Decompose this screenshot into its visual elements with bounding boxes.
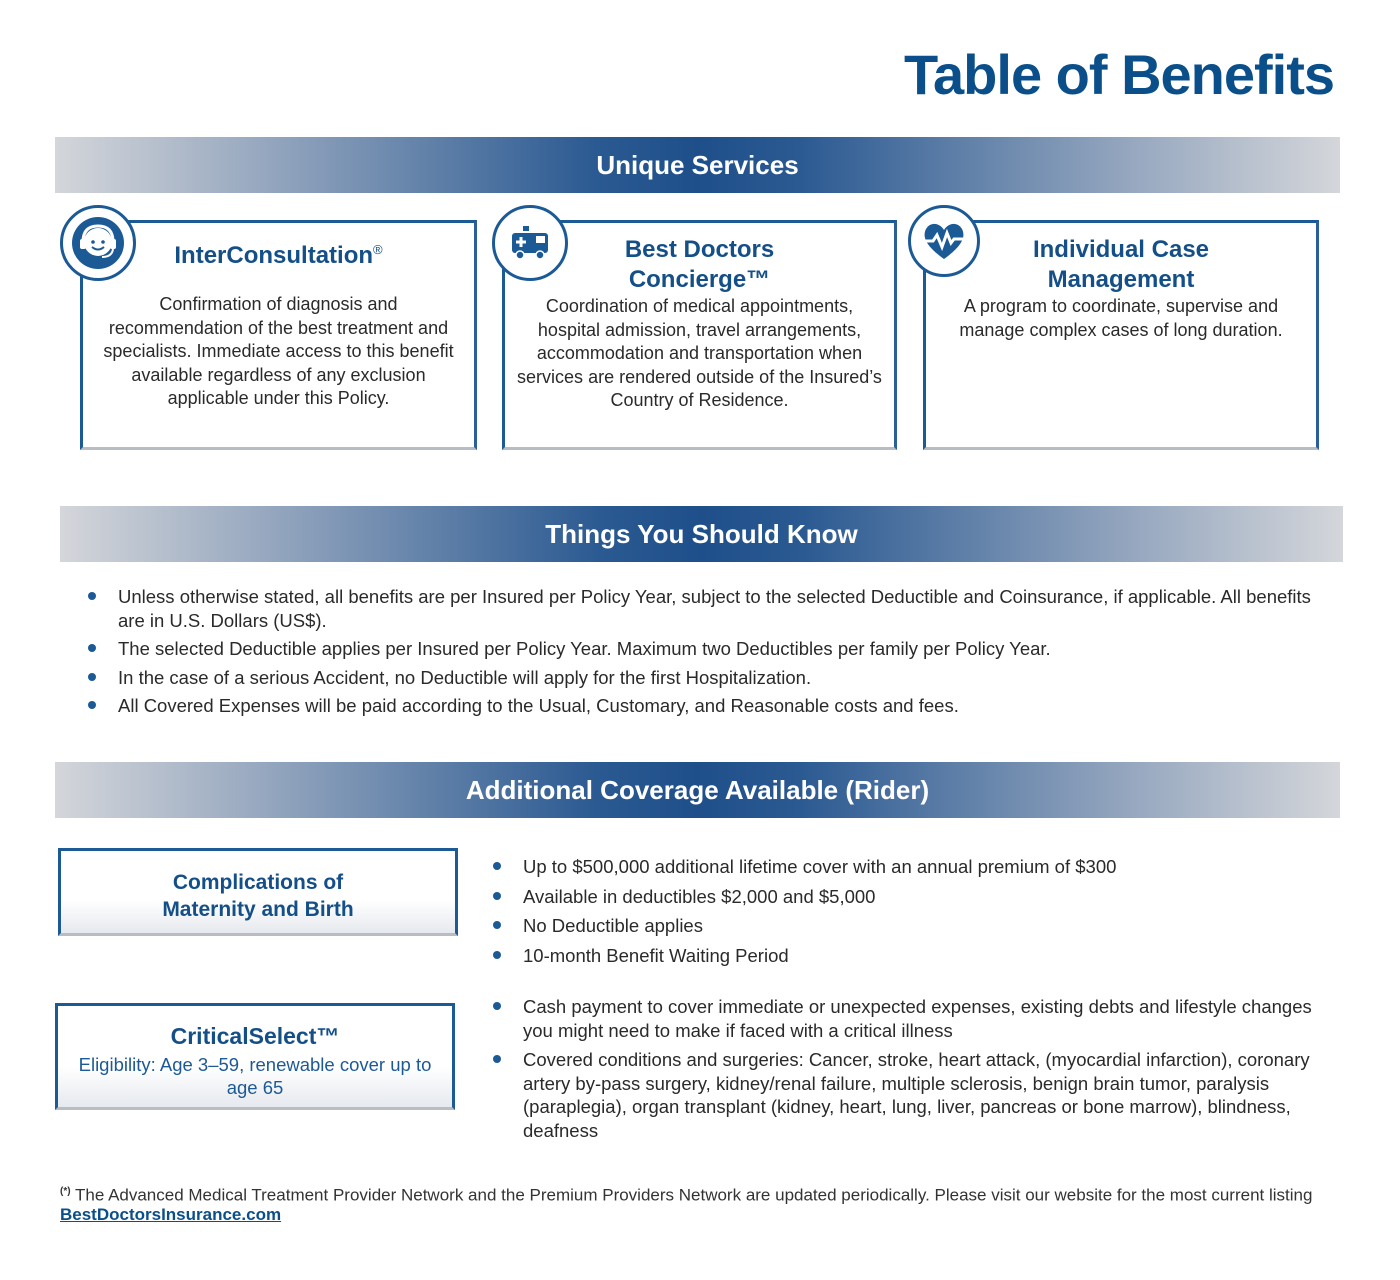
headset-person-icon: [60, 205, 136, 281]
service-title: Best Doctors Concierge™: [624, 236, 775, 293]
footnote: [60, 1182, 1320, 1224]
service-card-interconsultation: [80, 220, 477, 450]
service-description: Coordination of medical appointments, hospital admission, travel arrangements, accommodation and transportation when services are rendered outside of the Insured’s Country of Residence.: [517, 296, 882, 410]
section-header-things-to-know: Things You Should Know: [60, 506, 1343, 562]
rider-criticalselect-list: [493, 995, 1328, 1142]
page-title: Table of Benefits: [903, 43, 1334, 106]
list-item: All Covered Expenses will be paid according to the Usual, Customary, and Reasonable costs and fees.: [88, 694, 1328, 718]
website-link[interactable]: BestDoctorsInsurance.com: [60, 1204, 282, 1224]
section-header-additional-coverage: Additional Coverage Available (Rider): [55, 762, 1340, 818]
rider-criticalselect-box: [55, 1003, 455, 1110]
service-card-case-management: [923, 220, 1319, 450]
list-item: In the case of a serious Accident, no Deductible will apply for the first Hospitalization.: [88, 666, 1328, 690]
section-header-unique-services: Unique Services: [55, 137, 1340, 193]
service-description: Confirmation of diagnosis and recommendation of the best treatment and specialists. Immediate access to this benefit available regardless of any exclusion applicable under this Policy.: [103, 294, 454, 408]
rider-title: CriticalSelect™: [170, 1023, 340, 1049]
list-item: Unless otherwise stated, all benefits are per Insured per Policy Year, subject to the selected Deductible and Coinsurance, if applicable. All benefits are in U.S. Dollars (US$).: [88, 585, 1328, 632]
list-item: Covered conditions and surgeries: Cancer, stroke, heart attack, (myocardial infarction), coronary artery by-pass surgery, kidney/renal failure, multiple sclerosis, benign brain tumor, paralysis (paraplegia), organ transplant (kidney, heart, lung, liver, pancreas or bone marrow), blindness, deafness: [493, 1048, 1328, 1142]
service-description: A program to coordinate, supervise and manage complex cases of long duration.: [959, 296, 1283, 340]
rider-maternity-list: [493, 855, 1333, 967]
rider-maternity-box: [58, 848, 458, 936]
heartbeat-icon: [908, 205, 980, 277]
rider-subtitle: Eligibility: Age 3–59, renewable cover up to age 65: [78, 1054, 432, 1098]
service-title: InterConsultation®: [174, 242, 383, 269]
list-item: 10-month Benefit Waiting Period: [493, 944, 1333, 968]
list-item: Up to $500,000 additional lifetime cover with an annual premium of $300: [493, 855, 1333, 879]
footnote-marker: (*): [60, 1186, 71, 1197]
things-to-know-list: [88, 585, 1328, 718]
rider-title: Complications of Maternity and Birth: [162, 871, 354, 921]
list-item: Available in deductibles $2,000 and $5,000: [493, 885, 1333, 909]
service-title: Individual Case Management: [1032, 236, 1210, 293]
list-item: The selected Deductible applies per Insured per Policy Year. Maximum two Deductibles per family per Policy Year.: [88, 637, 1328, 661]
footnote-text: The Advanced Medical Treatment Provider Network and the Premium Providers Network are updated periodically. Please visit our website for the most current listing: [74, 1185, 1313, 1205]
list-item: Cash payment to cover immediate or unexpected expenses, existing debts and lifestyle changes you might need to make if faced with a critical illness: [493, 995, 1328, 1042]
list-item: No Deductible applies: [493, 914, 1333, 938]
ambulance-icon: [492, 205, 568, 281]
